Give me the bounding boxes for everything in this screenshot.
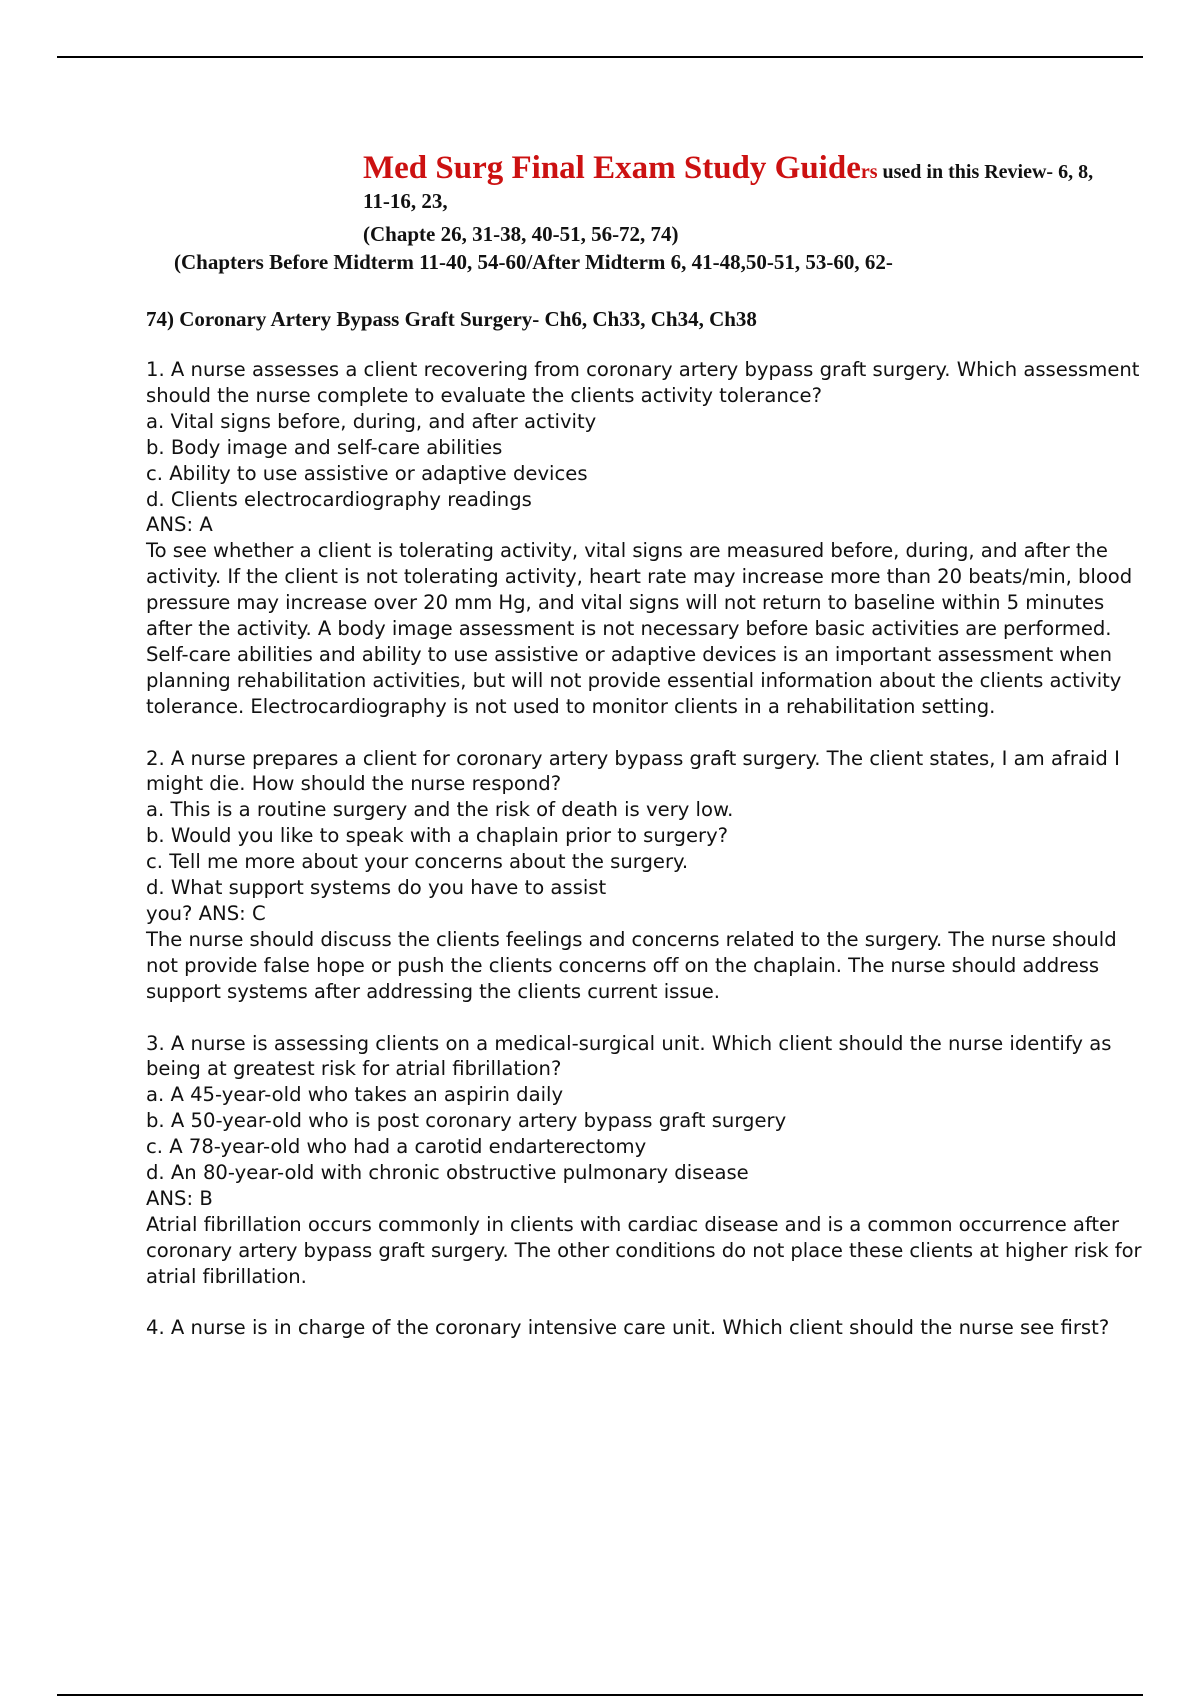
option-c: c. A 78-year-old who had a carotid endarterectomy bbox=[146, 1135, 647, 1159]
question-1 bbox=[146, 357, 1146, 720]
title-suffix: used in this Review- 6, 8, bbox=[877, 161, 1094, 183]
option-d: d. What support systems do you have to assist bbox=[146, 876, 607, 900]
questions-body bbox=[146, 357, 1146, 1367]
question-stem: 4. A nurse is in charge of the coronary intensive care unit. Which client should the nurse see first? bbox=[146, 1316, 1110, 1340]
title-suffix-red: rs bbox=[860, 161, 878, 183]
option-b: b. Body image and self-care abilities bbox=[146, 435, 503, 459]
option-a: a. Vital signs before, during, and after activity bbox=[146, 409, 597, 433]
answer: you? ANS: C bbox=[146, 902, 266, 926]
document-title bbox=[363, 146, 1093, 194]
top-rule bbox=[57, 56, 1143, 58]
question-4 bbox=[146, 1315, 1146, 1341]
question-3 bbox=[146, 1031, 1146, 1290]
option-c: c. Ability to use assistive or adaptive devices bbox=[146, 461, 588, 485]
explanation: The nurse should discuss the clients feelings and concerns related to the surgery. The nurse should not provide false hope or push the clients concerns off on the chaplain. The nurse should address support systems after addressing the clients current issue. bbox=[146, 927, 1117, 1003]
question-2 bbox=[146, 746, 1146, 1005]
option-b: b. Would you like to speak with a chaplain prior to surgery? bbox=[146, 824, 729, 848]
chapter-line-3: (Chapte 26, 31-38, 40-51, 56-72, 74) bbox=[363, 222, 679, 246]
option-d: d. An 80-year-old with chronic obstructive pulmonary disease bbox=[146, 1161, 749, 1185]
question-stem: 2. A nurse prepares a client for coronary artery bypass graft surgery. The client states, I am afraid I might die. How should the nurse respond? bbox=[146, 746, 1120, 796]
option-c: c. Tell me more about your concerns about the surgery. bbox=[146, 850, 689, 874]
explanation: Atrial fibrillation occurs commonly in clients with cardiac disease and is a common occurrence after coronary artery bypass graft surgery. The other conditions do not place these clients at higher risk for atrial fibrillation. bbox=[146, 1212, 1142, 1288]
chapter-line-4: (Chapters Before Midterm 11-40, 54-60/After Midterm 6, 41-48,50-51, 53-60, 62- bbox=[174, 250, 893, 274]
section-heading: 74) Coronary Artery Bypass Graft Surgery- Ch6, Ch33, Ch34, Ch38 bbox=[146, 307, 757, 331]
explanation: To see whether a client is tolerating activity, vital signs are measured before, during, and after the activity. If the client is not tolerating activity, heart rate may increase more than 20 beats/min, blood pressure may increase over 20 mm Hg, and vital signs will not return to baseline within 5 minutes after the activity. A body image assessment is not necessary before basic activities are performed. Self-care abilities and ability to use assistive or adaptive devices is an important assessment when planning rehabilitation activities, but will not provide essential information about the clients activity tolerance. Electrocardiography is not used to monitor clients in a rehabilitation setting. bbox=[146, 539, 1133, 718]
option-d: d. Clients electrocardiography readings bbox=[146, 487, 532, 511]
option-a: a. This is a routine surgery and the risk of death is very low. bbox=[146, 798, 734, 822]
answer: ANS: B bbox=[146, 1186, 213, 1210]
chapter-line-2: 11-16, 23, bbox=[363, 189, 448, 213]
option-a: a. A 45-year-old who takes an aspirin daily bbox=[146, 1083, 564, 1107]
option-b: b. A 50-year-old who is post coronary artery bypass graft surgery bbox=[146, 1109, 787, 1133]
bottom-rule bbox=[57, 1694, 1143, 1696]
title-main: Med Surg Final Exam Study Guide bbox=[363, 150, 861, 186]
answer: ANS: A bbox=[146, 513, 213, 537]
question-stem: 3. A nurse is assessing clients on a medical-surgical unit. Which client should the nurse identify as being at greatest risk for atrial fibrillation? bbox=[146, 1031, 1112, 1081]
question-stem: 1. A nurse assesses a client recovering from coronary artery bypass graft surgery. Which assessment should the nurse complete to evaluate the clients activity tolerance? bbox=[146, 358, 1140, 407]
